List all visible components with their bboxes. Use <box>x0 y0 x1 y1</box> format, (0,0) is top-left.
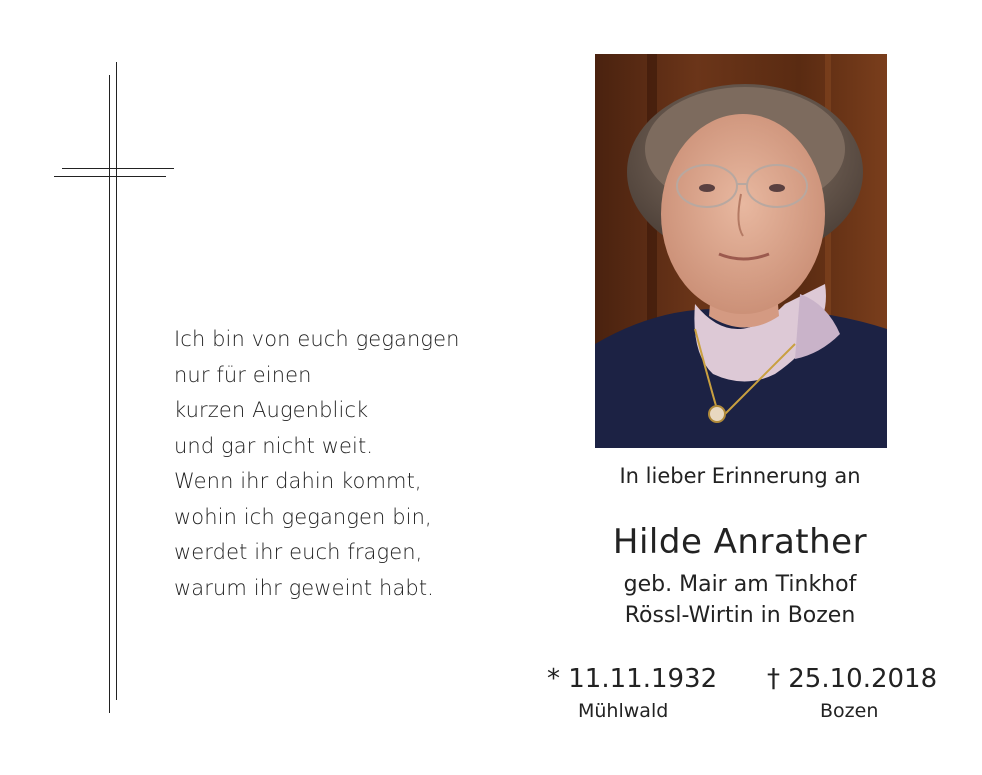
maiden-name: geb. Mair am Tinkhof <box>623 572 857 597</box>
cross-horizontal-line <box>62 168 174 169</box>
poem-line: und gar nicht weit. <box>174 433 374 458</box>
poem-line: warum ihr geweint habt. <box>174 575 434 600</box>
birth-place: Mühlwald <box>578 700 669 722</box>
poem-line: werdet ihr euch fragen, <box>174 540 423 564</box>
deceased-name: Hilde Anrather <box>612 522 868 562</box>
cross-vertical-line <box>109 75 110 713</box>
poem <box>174 322 460 606</box>
poem-line: Wenn ihr dahin kommt, <box>174 469 422 493</box>
memorial-intro: In lieber Erinnerung an <box>619 464 861 488</box>
death-place: Bozen <box>820 700 879 722</box>
poem-line: wohin ich gegangen bin, <box>174 504 432 529</box>
birth-date: * 11.11.1932 <box>547 664 718 694</box>
cross-vertical-line <box>116 62 117 700</box>
poem-line: kurzen Augenblick <box>174 398 369 422</box>
death-date: † 25.10.2018 <box>767 664 938 694</box>
poem-line: Ich bin von euch gegangen <box>174 327 460 351</box>
poem-line: nur für einen <box>174 362 312 387</box>
deceased-description: Rössl-Wirtin in Bozen <box>624 603 856 628</box>
cross-horizontal-line <box>54 176 166 177</box>
portrait-photo <box>595 54 887 448</box>
